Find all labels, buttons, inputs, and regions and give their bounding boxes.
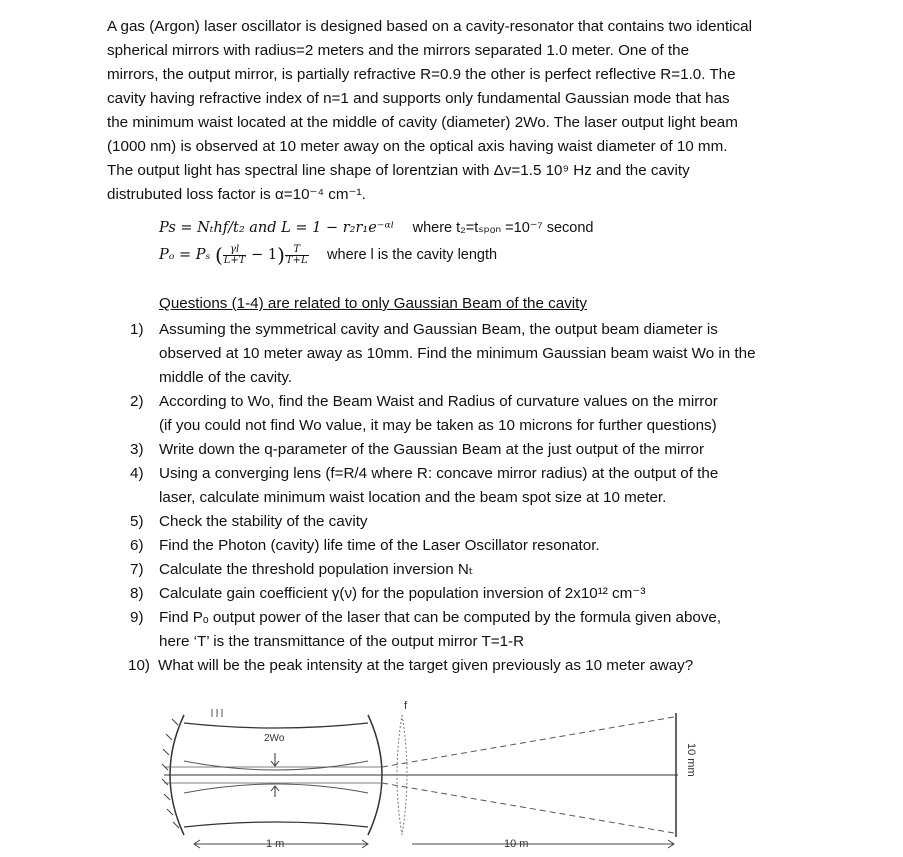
- question-number: 5): [130, 513, 144, 530]
- fraction-numerator: γl: [223, 245, 247, 256]
- problem-line: distrubuted loss factor is α=10⁻⁴ cm⁻¹.: [107, 186, 366, 203]
- question-item: [129, 654, 830, 678]
- question-line: observed at 10 meter away as 10mm. Find the minimum Gaussian beam waist Wo in the: [159, 345, 756, 362]
- formula-power-loss: [159, 220, 593, 236]
- question-line: Assuming the symmetrical cavity and Gaussian Beam, the output beam diameter is: [159, 321, 718, 338]
- question-item: [130, 558, 830, 582]
- spot-size-label: 10 mm: [685, 743, 697, 777]
- question-number: 9): [130, 609, 144, 626]
- fraction-denominator: L+T: [223, 254, 246, 266]
- question-item: [130, 606, 830, 654]
- fraction-denominator: T+L: [285, 254, 308, 266]
- question-line: laser, calculate minimum waist location and the beam spot size at 10 meter.: [159, 489, 667, 506]
- problem-line: spherical mirrors with radius=2 meters and the mirrors separated 1.0 meter. One of the: [107, 42, 690, 59]
- question-number: 2): [130, 393, 144, 410]
- problem-statement: [107, 15, 807, 207]
- cavity-beam-envelope: [184, 723, 368, 728]
- question-line: Write down the q-parameter of the Gaussian Beam at the just output of the mirror: [159, 441, 705, 458]
- question-line: Find Pₒ output power of the laser that can be computed by the formula given above,: [159, 609, 722, 626]
- problem-line: mirrors, the output mirror, is partially refractive R=0.9 the other is perfect reflective R=1.0. The: [107, 66, 736, 83]
- question-number: 4): [130, 465, 144, 482]
- question-item: [130, 318, 830, 390]
- question-line: Calculate gain coefficient γ(ν) for the population inversion of 2x10¹² cm⁻³: [159, 585, 646, 602]
- question-item: [130, 462, 830, 510]
- question-line: here ‘T’ is the transmittance of the output mirror T=1-R: [159, 633, 525, 650]
- formula-fraction-gain: [223, 245, 247, 266]
- output-beam-upper: [382, 717, 674, 767]
- formula-2-note: where l is the cavity length: [327, 247, 498, 263]
- problem-line: A gas (Argon) laser oscillator is designed based on a cavity-resonator that contains two identical: [107, 18, 752, 35]
- question-line: Find the Photon (cavity) life time of the Laser Oscillator resonator.: [159, 537, 600, 554]
- fraction-numerator: T: [285, 245, 309, 256]
- cavity-length-label: 1 m: [266, 838, 285, 850]
- formula-output-power: [159, 243, 497, 267]
- question-line: Calculate the threshold population inversion Nₜ: [159, 561, 474, 578]
- waist-down-arrow: [271, 753, 279, 766]
- formula-minus-one: − 1: [251, 247, 278, 263]
- question-number: 6): [130, 537, 144, 554]
- waist-up-arrow: [271, 786, 279, 797]
- formula-close-paren: ): [277, 243, 285, 267]
- waist-label: 2Wo: [264, 733, 285, 744]
- question-number: 1): [130, 321, 144, 338]
- question-line: Check the stability of the cavity: [159, 513, 368, 530]
- question-number: 10): [128, 657, 150, 674]
- question-item: [130, 510, 830, 534]
- questions-header: Questions (1-4) are related to only Gaussian Beam of the cavity: [159, 295, 587, 312]
- laser-cavity-diagram: [150, 695, 710, 855]
- formula-open-paren: (: [214, 243, 223, 267]
- question-line: What will be the peak intensity at the target given previously as 10 meter away?: [158, 657, 694, 674]
- problem-line: the minimum waist located at the middle of cavity (diameter) 2Wo. The laser output light beam: [107, 114, 738, 131]
- problem-line: The output light has spectral line shape of lorentzian with Δv=1.5 10⁹ Hz and the cavity: [107, 162, 690, 179]
- lens-label: f: [404, 700, 408, 712]
- question-item: [130, 534, 830, 558]
- question-item: [130, 438, 830, 462]
- question-line: middle of the cavity.: [159, 369, 293, 386]
- distance-label: 10 m: [504, 838, 529, 850]
- formula-1-expression: Ps = Nₜhf/t₂ and L = 1 − r₂r₁e⁻ᵅˡ: [159, 220, 395, 236]
- formula-1-note: where t₂=tₛₚₒₙ =10⁻⁷ second: [412, 220, 594, 236]
- question-line: (if you could not find Wo value, it may be taken as 10 microns for further questions): [159, 417, 717, 434]
- question-line: Using a converging lens (f=R/4 where R: concave mirror radius) at the output of the: [159, 465, 719, 482]
- inner-waist-lower: [184, 784, 368, 793]
- formula-2-left: Pₒ = Pₛ: [159, 247, 211, 263]
- question-item: [130, 390, 830, 438]
- question-line: According to Wo, find the Beam Waist and Radius of curvature values on the mirror: [159, 393, 718, 410]
- problem-line: (1000 nm) is observed at 10 meter away on the optical axis having waist diameter of 10 mm.: [107, 138, 728, 155]
- question-number: 8): [130, 585, 144, 602]
- question-number: 3): [130, 441, 144, 458]
- problem-line: cavity having refractive index of n=1 and supports only fundamental Gaussian mode that has: [107, 90, 730, 107]
- question-item: [130, 582, 830, 606]
- questions-list: [130, 318, 830, 678]
- question-number: 7): [130, 561, 144, 578]
- output-beam-lower: [382, 783, 674, 833]
- formula-fraction-transmit: [285, 245, 309, 266]
